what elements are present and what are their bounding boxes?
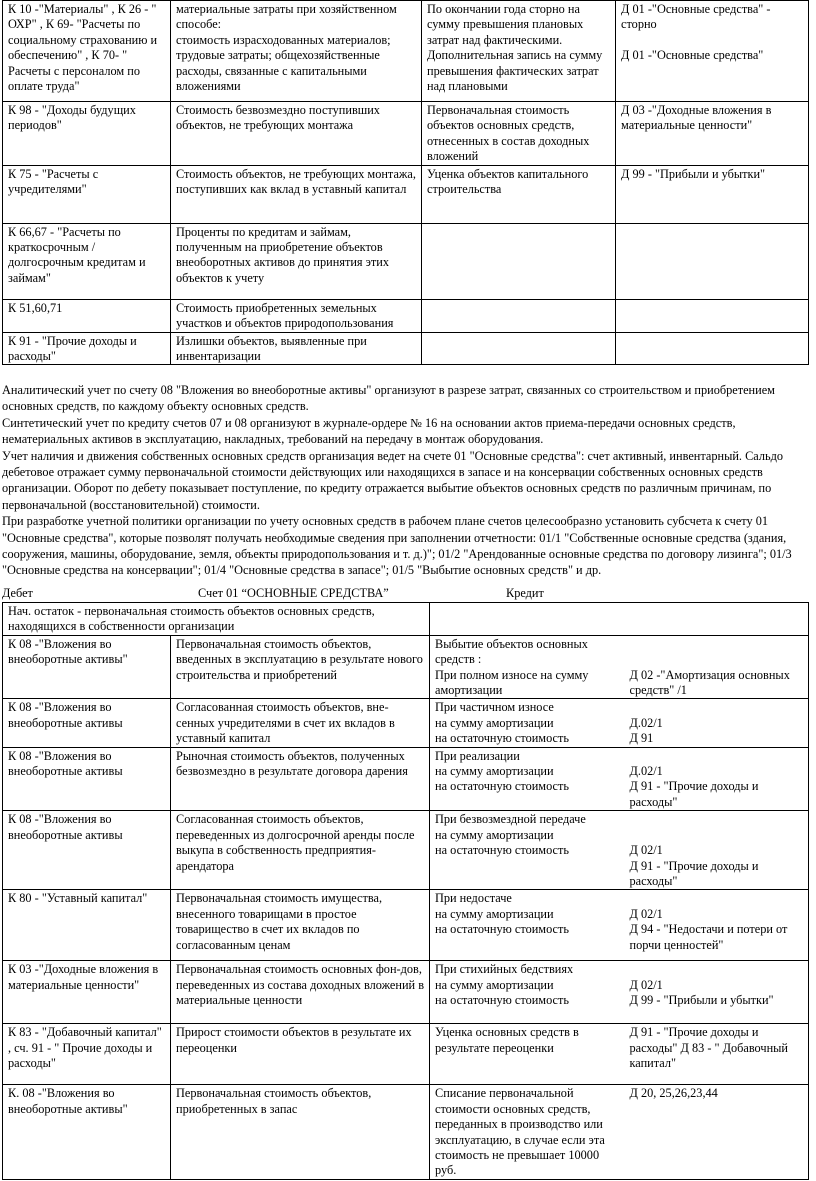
table-row <box>3 102 809 166</box>
table-row <box>3 699 809 747</box>
table-cell: К 10 -"Материалы" , К 26 - " ОХР" , К 69- "Расчеты по социальному страхованию и обеспечению" , К 70- " Расчеты с персоналом по оплате труда" <box>3 1 171 102</box>
table-cell: К 98 - "Доходы будущих периодов" <box>3 102 171 166</box>
table-cell: К 66,67 - "Расчеты по краткосрочным / долгосрочным кредитам и займам" <box>3 223 171 299</box>
table-cell <box>616 223 809 299</box>
table-cell: Д 03 -"Доходные вложения в материальные ценности" <box>616 102 809 166</box>
table-cell: Согласованная стоимость объектов, вне-сенных учредителями в счет их вкладов в уставный капитал <box>171 699 430 747</box>
table-cell: Д 20, 25,26,23,44 <box>625 1085 809 1179</box>
table-cell <box>422 332 616 365</box>
paragraph: При разработке учетной политики организации по учету основных средств в рабочем плане счетов целесообразно установить субсчета к счету 01 "Основные средства", которые позволят получать необходимые сведения при заполнении отчетности: 01/1 "Собственные основные средства (здания, сооружения, машины, оборудование, земля, объекты природопользования и т. д.)"; 01/2 "Арендованные основные средства по договору лизинга"; 01/3 "Основные средства на консервации"; 01/4 "Основные средства в запасе"; 01/5 "Выбытие основных средств" и др. <box>2 514 792 578</box>
table-cell: Уценка основных средств в результате переоценки <box>430 1024 625 1085</box>
table-cell: Уценка объектов капитального строительства <box>422 165 616 223</box>
table-cell: При недостаче на сумму амортизации на остаточную стоимость <box>430 890 625 961</box>
table-cell: При реализации на сумму амортизации на остаточную стоимость <box>430 747 625 811</box>
table-row <box>3 890 809 961</box>
table-cell: Стоимость безвозмездно поступивших объектов, не требующих монтажа <box>171 102 422 166</box>
table-row <box>3 223 809 299</box>
table-cell: Д 02/1 Д 94 - "Недостачи и потери от порчи ценностей" <box>625 890 809 961</box>
table-row <box>3 961 809 1024</box>
table-cell: К 91 - "Прочие доходы и расходы" <box>3 332 171 365</box>
table-cell <box>616 299 809 332</box>
table-row <box>3 299 809 332</box>
table-cell <box>616 332 809 365</box>
table-cell: Стоимость объектов, не требующих монтажа, поступивших как вклад в уставный капитал <box>171 165 422 223</box>
table-row <box>3 635 809 699</box>
table-cell: Д 02/1 Д 99 - "Прибыли и убытки" <box>625 961 809 1024</box>
table-cell: Д 01 -"Основные средства" - сторно Д 01 -"Основные средства" <box>616 1 809 102</box>
table-row <box>3 811 809 890</box>
table-cell: Д 99 - "Прибыли и убытки" <box>616 165 809 223</box>
table-cell: Рыночная стоимость объектов, полученных безвозмездно в результате договора дарения <box>171 747 430 811</box>
credit-label: Кредит <box>506 586 544 600</box>
table-cell: Стоимость приобретенных земельных участков и объектов природопользования <box>171 299 422 332</box>
table-cell: К 80 - "Уставный капитал" <box>3 890 171 961</box>
table-row <box>3 603 809 636</box>
table-cell: Проценты по кредитам и займам, полученным на приобретение объектов внеоборотных активов до принятия этих объектов к учету <box>171 223 422 299</box>
table-cell: При стихийных бедствиях на сумму амортизации на остаточную стоимость <box>430 961 625 1024</box>
table-cell <box>422 299 616 332</box>
table-cell: К 75 - "Расчеты с учредителями" <box>3 165 171 223</box>
paragraph: Учет наличия и движения собственных основных средств организация ведет на счете 01 "Основные средства": счет активный, инвентарный. Сальдо дебетовое отражает сумму первоначальной стоимости действующих или находящихся в запасе и на консервации собственных основных средств организации. Оборот по дебету показывает поступление, по кредиту отражается выбытие объектов основных средств по различным причинам, по первоначальной (восстановительной) стоимости. <box>2 448 783 512</box>
table-cell: Первоначальная стоимость имущества, внесенного товарищами в простое товарищество в счет их вкладов по согласованным ценам <box>171 890 430 961</box>
table-cell: Излишки объектов, выявленные при инвентаризации <box>171 332 422 365</box>
table-cell: материальные затраты при хозяйственном способе: стоимость израсходованных материалов; трудовые затраты; общехозяйственные расходы, связанные с капитальными вложениями <box>171 1 422 102</box>
table-cell: Списание первоначальной стоимости основных средств, переданных в производство или эксплуатацию, в случае если эта стоимость не превышает 10000 руб. <box>430 1085 625 1179</box>
table-row <box>3 747 809 811</box>
table-cell: Первоначальная стоимость объектов, введенных в эксплуатацию в результате нового строительства и приобретений <box>171 635 430 699</box>
ledger-title: Счет 01 “ОСНОВНЫЕ СРЕДСТВА” <box>198 586 389 600</box>
table-cell: К 03 -"Доходные вложения в материальные ценности" <box>3 961 171 1024</box>
table-row <box>3 1024 809 1085</box>
paragraph: Синтетический учет по кредиту счетов 07 и 08 организуют в журнале-ордере № 16 на основании актов приема-передачи основных средств, нематериальных активов в эксплуатацию, накладных, требований на передачу в монтаж оборудования. <box>2 415 736 447</box>
table-cell <box>422 223 616 299</box>
table-cell: Первоначальная стоимость объектов основных средств, отнесенных в состав доходных вложений <box>422 102 616 166</box>
table-cell: Прирост стоимости объектов в результате их переоценки <box>171 1024 430 1085</box>
ledger-heading <box>2 585 808 601</box>
paragraph: Аналитический учет по счету 08 "Вложения во внеоборотные активы" организуют в разрезе затрат, связанных со строительством и приобретением основных средств, по каждому объекту основных средств. <box>2 383 775 414</box>
account-08-table <box>2 0 809 365</box>
table-row <box>3 165 809 223</box>
table-cell: По окончании года сторно на сумму превышения плановых затрат над фактическими. Дополнительная запись на сумму превышения фактических затрат над плановыми <box>422 1 616 102</box>
table-row <box>3 332 809 365</box>
table-cell: При частичном износе на сумму амортизации на остаточную стоимость <box>430 699 625 747</box>
table-cell: К 83 - "Добавочный капитал" , сч. 91 - " Прочие доходы и расходы" <box>3 1024 171 1085</box>
table-cell: К 08 -"Вложения во внеоборотные активы <box>3 747 171 811</box>
table-cell: Д.02/1 Д 91 - "Прочие доходы и расходы" <box>625 747 809 811</box>
opening-balance-cell: Нач. остаток - первоначальная стоимость объектов основных средств, находящихся в собственности организации <box>3 603 430 636</box>
table-cell: Д.02/1 Д 91 <box>625 699 809 747</box>
table-cell: К 51,60,71 <box>3 299 171 332</box>
table-cell: К. 08 -"Вложения во внеоборотные активы" <box>3 1085 171 1179</box>
debit-label: Дебет <box>2 586 33 600</box>
table-cell: К 08 -"Вложения во внеоборотные активы <box>3 811 171 890</box>
body-text <box>2 382 812 579</box>
table-cell: Первоначальная стоимость основных фон-дов, переведенных из состава доходных вложений в материальные ценности <box>171 961 430 1024</box>
table-cell: Первоначальная стоимость объектов, приобретенных в запас <box>171 1085 430 1179</box>
table-row <box>3 1085 809 1179</box>
table-cell: К 08 -"Вложения во внеоборотные активы <box>3 699 171 747</box>
table-cell: Д 91 - "Прочие доходы и расходы" Д 83 - " Добавочный капитал" <box>625 1024 809 1085</box>
table-row <box>3 1 809 102</box>
table-cell: Выбытие объектов основных средств : При полном износе на сумму амортизации <box>430 635 625 699</box>
table-cell: Д 02 -"Амортизация основных средств" /1 <box>625 635 809 699</box>
table-cell: К 08 -"Вложения во внеоборотные активы" <box>3 635 171 699</box>
table-cell: Д 02/1 Д 91 - "Прочие доходы и расходы" <box>625 811 809 890</box>
account-01-ledger-table <box>2 602 809 1180</box>
table-cell: При безвозмездной передаче на сумму амортизации на остаточную стоимость <box>430 811 625 890</box>
table-cell <box>430 603 809 636</box>
table-cell: Согласованная стоимость объектов, переведенных из долгосрочной аренды после выкупа в собственность предприятия-арендатора <box>171 811 430 890</box>
